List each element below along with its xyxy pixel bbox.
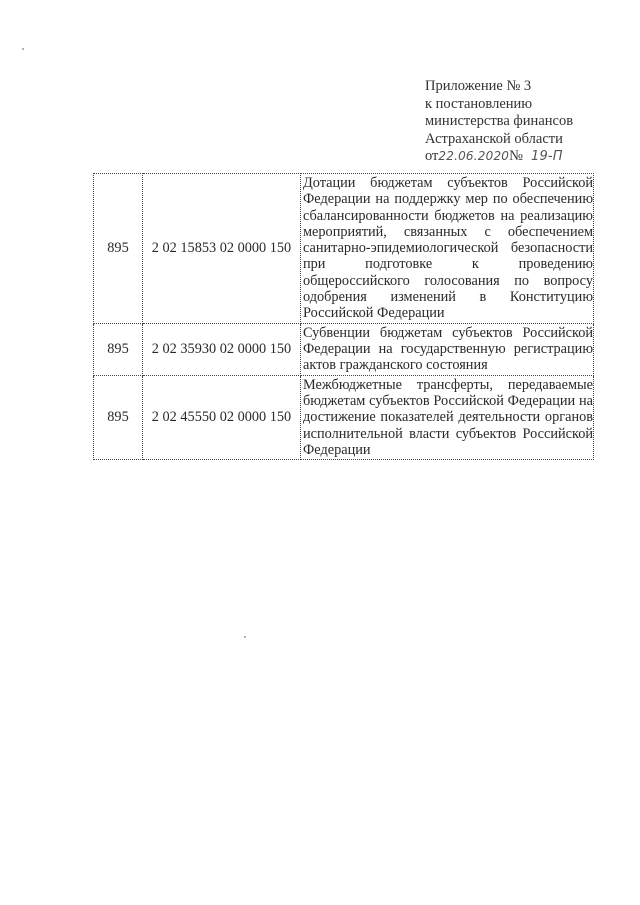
appendix-title: Приложение № 3 xyxy=(425,78,532,94)
scan-speck xyxy=(244,636,246,638)
handwritten-date: 22.06.2020 xyxy=(438,149,510,163)
revenue-name-cell: Межбюджетные трансферты, передаваемые бюджетам субъектов Российской Федерации на достижение показателей деятельности органов исполнительной власти субъектов Российской Федерации xyxy=(301,375,594,459)
budget-codes-table xyxy=(93,173,594,460)
budget-code-cell: 2 02 45550 02 0000 150 xyxy=(143,375,301,459)
budget-code-cell: 2 02 35930 02 0000 150 xyxy=(143,323,301,375)
number-prefix: № xyxy=(509,148,523,164)
table-row xyxy=(94,375,594,459)
admin-code-cell: 895 xyxy=(94,174,143,324)
revenue-name-cell: Дотации бюджетам субъектов Российской Федерации на поддержку мер по обеспечению сбалансированности бюджетов на реализацию мероприятий, связанных с обеспечением санитарно-эпидемиологической безопасности при подготовке к проведению общероссийского голосования по вопросу одобрения изменений в Конституцию Российской Федерации xyxy=(301,174,594,324)
appendix-region-line: Астраханской области xyxy=(425,130,563,147)
admin-code-cell: 895 xyxy=(94,323,143,375)
appendix-resolution-line: к постановлению xyxy=(425,95,533,112)
date-prefix: от xyxy=(425,148,439,164)
handwritten-number: 19-П xyxy=(530,149,563,164)
appendix-ministry-line: министерства финансов xyxy=(425,113,574,129)
revenue-name-cell: Субвенции бюджетам субъектов Российской Федерации на государственную регистрацию актов гражданского состояния xyxy=(301,323,594,375)
admin-code-cell: 895 xyxy=(94,375,143,459)
appendix-header xyxy=(425,78,625,166)
appendix-date-line xyxy=(425,148,625,166)
scan-speck xyxy=(22,48,24,50)
budget-code-cell: 2 02 15853 02 0000 150 xyxy=(143,174,301,324)
table-row xyxy=(94,323,594,375)
table-row xyxy=(94,174,594,324)
